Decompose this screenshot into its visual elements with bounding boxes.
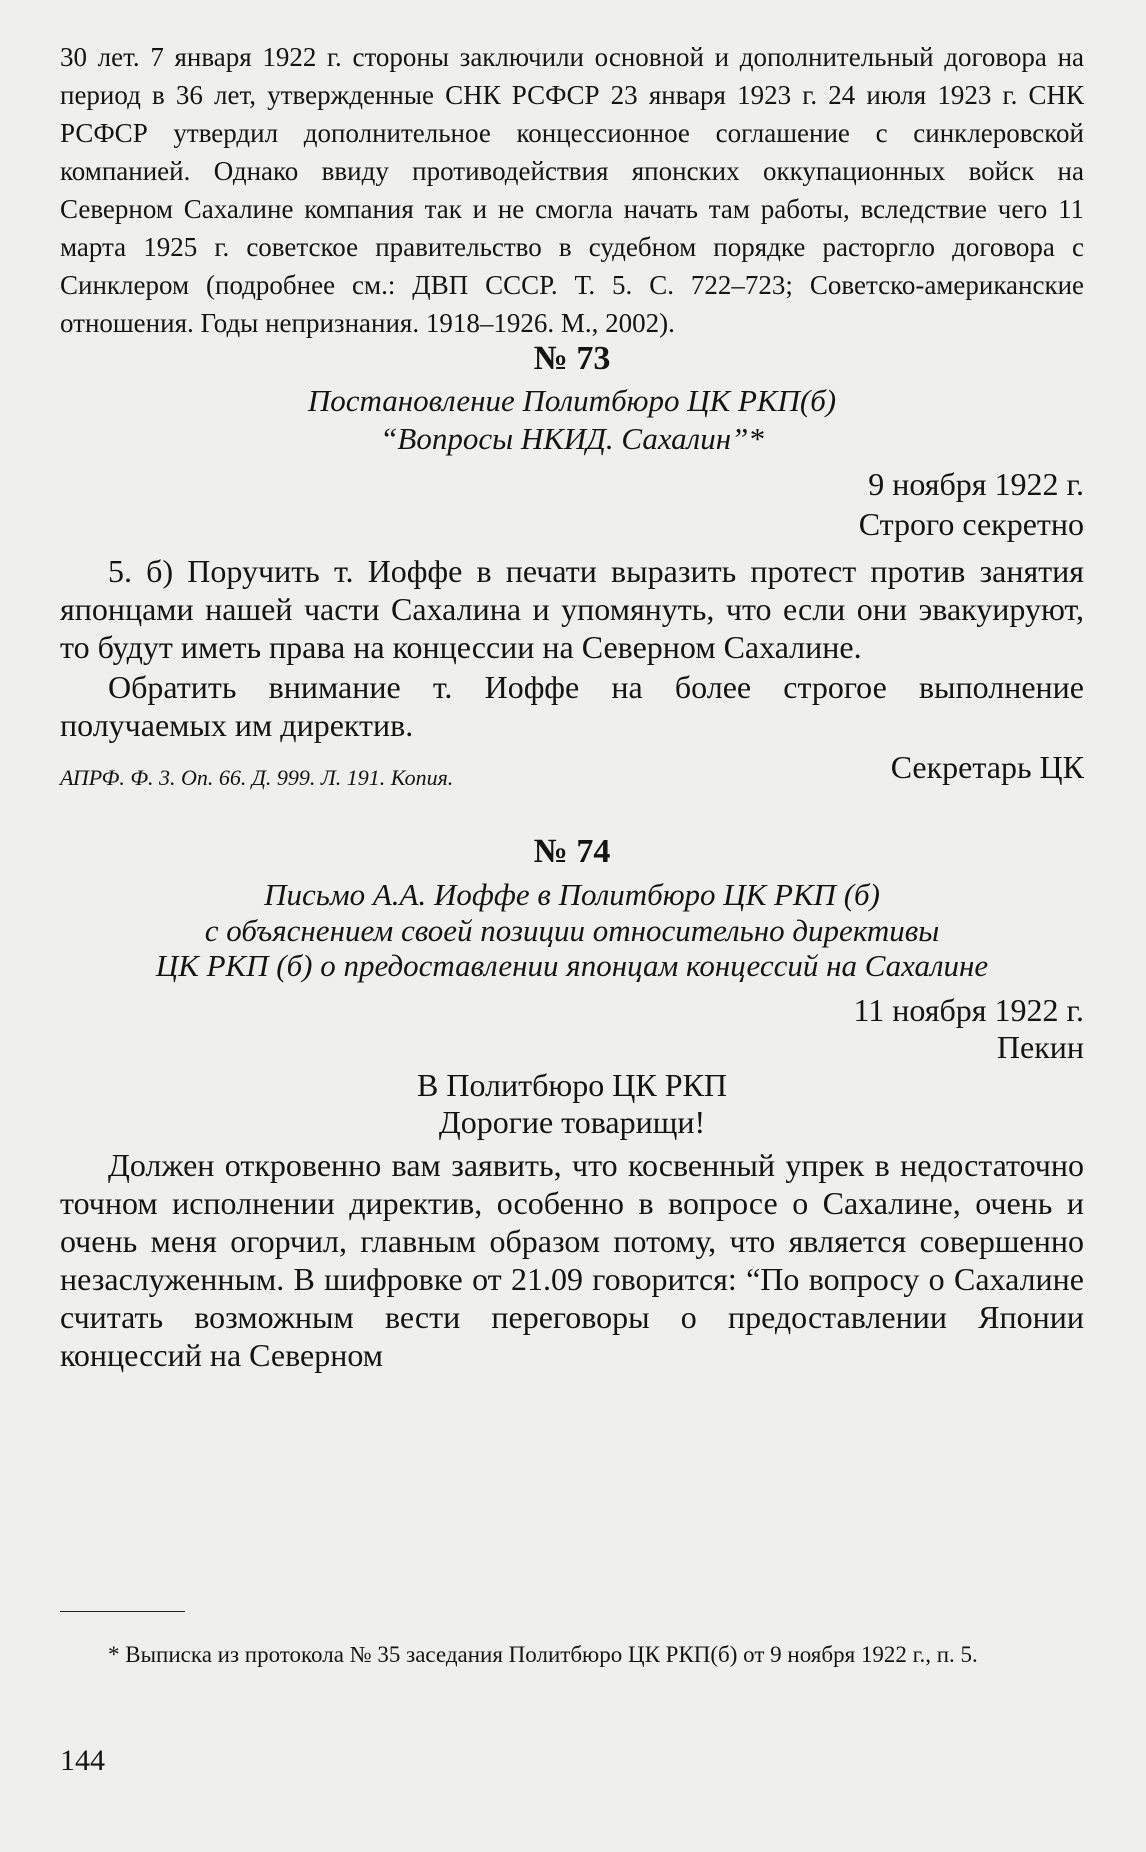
doc73-number: № 73	[533, 340, 611, 377]
footnote: * Выписка из протокола № 35 заседания Политбюро ЦК РКП(б) от 9 ноября 1922 г., п. 5.	[108, 1642, 978, 1667]
doc73-signature: Секретарь ЦК	[890, 749, 1084, 785]
doc74-date: 11 ноября 1922 г.	[853, 992, 1084, 1028]
doc74-addressee: В Политбюро ЦК РКП	[417, 1067, 727, 1103]
doc74-title-line3: ЦК РКП (б) о предоставлении японцам концессий на Сахалине	[155, 948, 989, 983]
doc74-greeting: Дорогие товарищи!	[438, 1104, 706, 1140]
doc74-place: Пекин	[996, 1029, 1084, 1065]
doc74-title-line2: с объяснением своей позиции относительно директивы	[204, 913, 940, 948]
doc73-date: 9 ноября 1922 г.	[868, 466, 1084, 502]
doc73-paragraph-2: Обратить внимание т. Иоффе на более строгое выполнение получаемых им директив.	[60, 669, 1084, 743]
doc74-title-line1: Письмо А.А. Иоффе в Политбюро ЦК РКП (б)	[264, 877, 880, 912]
doc74-paragraph-1: Должен откровенно вам заявить, что косвенный упрек в недостаточно точном исполнении директив, особенно в вопросе о Сахалине, очень и очень меня огорчил, главным образом потому, что является совершенно незаслуженным. В шифровке от 21.09 говорится: “По вопросу о Сахалине считать возможным вести переговоры о предоставлении Японии концессий на Северном	[60, 1147, 1084, 1373]
doc73-title-line1: Постановление Политбюро ЦК РКП(б)	[307, 383, 837, 418]
doc73-archive-source: АПРФ. Ф. 3. Оп. 66. Д. 999. Л. 191. Копия.	[60, 765, 454, 790]
doc73-title-line2: “Вопросы НКИД. Сахалин”*	[380, 421, 764, 456]
doc73-classification: Строго секретно	[858, 506, 1084, 542]
footnote-divider	[60, 1611, 185, 1612]
intro-paragraph: 30 лет. 7 января 1922 г. стороны заключили основной и дополнительный договора на период в 36 лет, утвержденные СНК РСФСР 23 января 1923 г. 24 июля 1923 г. СНК РСФСР утвердил дополнительное концессионное соглашение с синклеровской компанией. Однако ввиду противодействия японских оккупационных войск на Северном Сахалине компания так и не смогла начать там работы, вследствие чего 11 марта 1925 г. советское правительство в судебном порядке расторгло договора с Синклером (подробнее см.: ДВП СССР. Т. 5. С. 722–723; Советско-американские отношения. Годы непризнания. 1918–1926. М., 2002).	[60, 42, 1084, 338]
page-number: 144	[60, 1744, 105, 1777]
doc73-paragraph-1: 5. б) Поручить т. Иоффе в печати выразить протест против занятия японцами нашей части Сахалина и упомянуть, что если они эвакуируют, то будут иметь права на концессии на Северном Сахалине.	[60, 553, 1084, 665]
doc74-number: № 74	[533, 833, 611, 870]
